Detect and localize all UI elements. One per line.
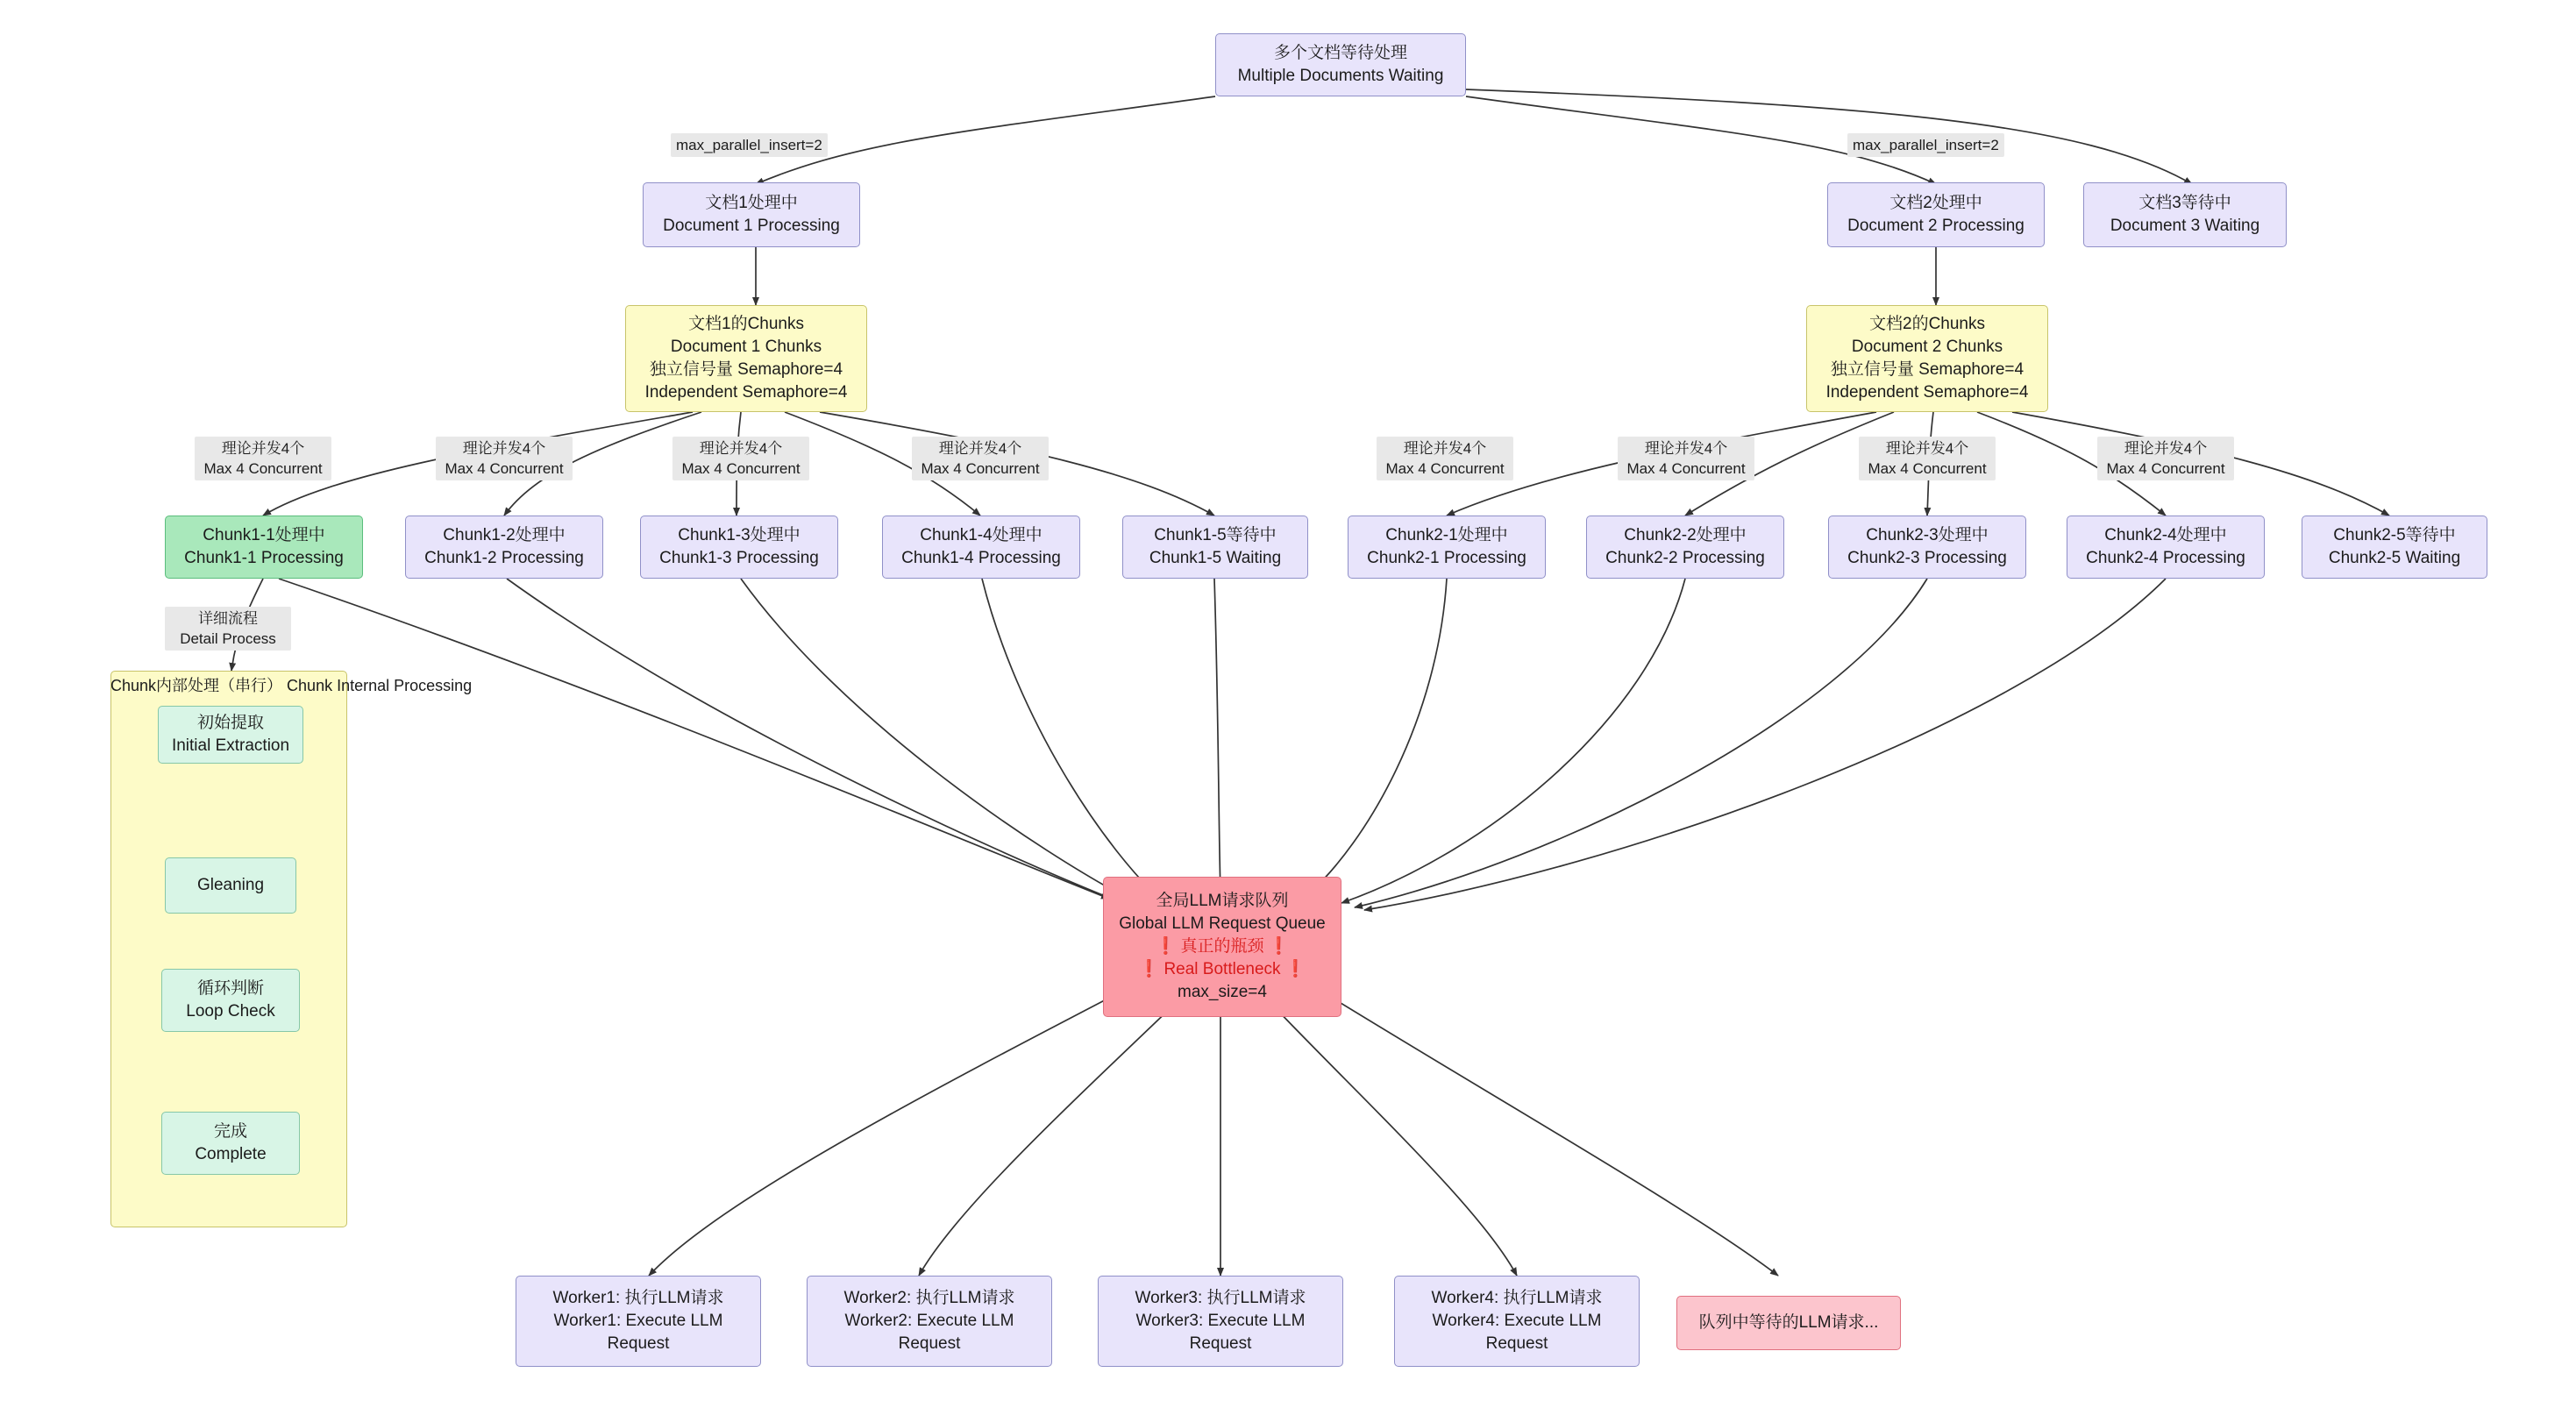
node-chunk2-3-line2: Chunk2-3 Processing [1847, 549, 2007, 567]
subgraph-title-line1: Chunk内部处理（串行） [110, 677, 283, 694]
edge-label-max4-1-line2: Max 4 Concurrent [203, 460, 323, 477]
node-document-3-line2: Document 3 Waiting [2110, 217, 2260, 235]
node-chunk2-5-line1: Chunk2-5等待中 [2333, 526, 2456, 544]
node-worker4-line3: Request [1485, 1334, 1548, 1353]
node-worker1-line1: Worker1: 执行LLM请求 [552, 1289, 724, 1307]
node-global-llm-request-queue [1103, 877, 1341, 1017]
node-worker2-line1: Worker2: 执行LLM请求 [843, 1289, 1015, 1307]
edge-label-max4-3-line2: Max 4 Concurrent [681, 460, 801, 477]
node-chunk1-3-line2: Chunk1-3 Processing [659, 549, 819, 567]
node-document-2-line2: Document 2 Processing [1847, 217, 2025, 235]
edge-label-max4-6-line1: 理论并发4个 [1644, 440, 1728, 457]
subgraph-title-line2: Chunk Internal Processing [287, 677, 473, 694]
node-chunk1-3 [640, 516, 838, 579]
node-document-2-chunks [1806, 305, 2048, 412]
node-worker2-line3: Request [898, 1334, 961, 1353]
node-document-1-chunks [625, 305, 867, 412]
node-document-1-chunks-line3: 独立信号量 Semaphore=4 [649, 360, 843, 379]
node-chunk2-1-line2: Chunk2-1 Processing [1367, 549, 1526, 567]
node-document-1-chunks-line1: 文档1的Chunks [688, 315, 804, 333]
node-worker1-line3: Request [607, 1334, 670, 1353]
node-multiple-documents-line1: 多个文档等待处理 [1273, 44, 1407, 62]
node-chunk2-4 [2067, 516, 2265, 579]
node-global-queue-line1: 全局LLM请求队列 [1156, 892, 1289, 910]
node-worker2 [807, 1276, 1052, 1367]
edge-label-max4-2-line2: Max 4 Concurrent [445, 460, 564, 477]
node-global-queue-line4: ❗ Real Bottleneck ❗ [1138, 960, 1306, 978]
edge-label-max-parallel-insert-left [671, 133, 828, 157]
edge-label-max-parallel-insert-right [1847, 133, 2004, 157]
edge-label-max4-8 [2097, 437, 2234, 480]
node-multiple-documents [1215, 33, 1466, 96]
node-chunk1-4 [882, 516, 1080, 579]
edge-label-max4-4-line2: Max 4 Concurrent [921, 460, 1040, 477]
node-chunk1-2 [405, 516, 603, 579]
node-worker3-line2: Worker3: Execute LLM [1135, 1312, 1306, 1330]
node-loop-check-line1: 循环判断 [196, 979, 264, 998]
edge-label-max-parallel-insert-left-text: max_parallel_insert=2 [676, 137, 822, 153]
node-document-2-chunks-line3: 独立信号量 Semaphore=4 [1830, 360, 2025, 379]
node-chunk1-1-line1: Chunk1-1处理中 [203, 526, 325, 544]
node-document-1-line2: Document 1 Processing [663, 217, 840, 235]
node-worker4 [1394, 1276, 1640, 1367]
edge-label-max4-1 [195, 437, 331, 480]
edge-label-max4-1-line1: 理论并发4个 [221, 440, 305, 457]
edge-label-detail-process-line2: Detail Process [180, 630, 276, 647]
node-chunk2-5 [2302, 516, 2487, 579]
node-chunk1-4-line2: Chunk1-4 Processing [901, 549, 1061, 567]
edge-label-max4-7-line1: 理论并发4个 [1885, 440, 1969, 457]
node-worker4-line1: Worker4: 执行LLM请求 [1431, 1289, 1603, 1307]
edge-label-max4-8-line2: Max 4 Concurrent [2106, 460, 2225, 477]
edge-label-max4-5 [1377, 437, 1513, 480]
node-chunk1-5 [1122, 516, 1308, 579]
node-chunk2-2 [1586, 516, 1784, 579]
node-loop-check [161, 969, 300, 1032]
edge-label-max4-2-line1: 理论并发4个 [462, 440, 546, 457]
node-worker1 [516, 1276, 761, 1367]
node-worker3-line3: Request [1189, 1334, 1252, 1353]
node-chunk2-1 [1348, 516, 1546, 579]
node-chunk1-2-line1: Chunk1-2处理中 [443, 526, 566, 544]
node-chunk1-4-line1: Chunk1-4处理中 [920, 526, 1042, 544]
node-multiple-documents-line2: Multiple Documents Waiting [1237, 67, 1444, 85]
node-document-2-chunks-line2: Document 2 Chunks [1851, 338, 2003, 356]
node-chunk2-3-line1: Chunk2-3处理中 [1866, 526, 1989, 544]
node-document-2-line1: 文档2处理中 [1889, 194, 1982, 212]
node-loop-check-line2: Loop Check [186, 1002, 275, 1021]
node-complete-line2: Complete [195, 1145, 267, 1163]
node-chunk2-4-line1: Chunk2-4处理中 [2104, 526, 2227, 544]
node-chunk1-5-line2: Chunk1-5 Waiting [1149, 549, 1282, 567]
node-document-2-chunks-line1: 文档2的Chunks [1869, 315, 1985, 333]
node-global-queue-line2: Global LLM Request Queue [1119, 914, 1326, 933]
node-worker1-line2: Worker1: Execute LLM [553, 1312, 723, 1330]
node-gleaning [165, 857, 296, 914]
node-queued-llm-requests [1676, 1296, 1901, 1350]
node-document-1 [643, 182, 860, 247]
node-initial-extraction-line1: 初始提取 [196, 714, 264, 732]
edge-label-max-parallel-insert-right-text: max_parallel_insert=2 [1853, 137, 1999, 153]
node-chunk2-3 [1828, 516, 2026, 579]
edge-label-max4-4 [912, 437, 1049, 480]
node-worker2-line2: Worker2: Execute LLM [844, 1312, 1014, 1330]
node-chunk2-4-line2: Chunk2-4 Processing [2086, 549, 2245, 567]
node-document-1-line1: 文档1处理中 [705, 194, 798, 212]
node-document-2-chunks-line4: Independent Semaphore=4 [1825, 383, 2029, 402]
edge-label-detail-process-line1: 详细流程 [198, 610, 258, 627]
node-worker4-line2: Worker4: Execute LLM [1432, 1312, 1602, 1330]
node-global-queue-line5: max_size=4 [1178, 983, 1267, 1001]
node-document-1-chunks-line2: Document 1 Chunks [670, 338, 822, 356]
node-chunk1-1-line2: Chunk1-1 Processing [184, 549, 344, 567]
edge-label-max4-3 [672, 437, 809, 480]
node-worker3 [1098, 1276, 1343, 1367]
edge-label-max4-4-line1: 理论并发4个 [938, 440, 1022, 457]
edge-label-max4-7 [1859, 437, 1996, 480]
node-worker3-line1: Worker3: 执行LLM请求 [1135, 1289, 1306, 1307]
edge-label-max4-3-line1: 理论并发4个 [699, 440, 783, 457]
edge-label-max4-5-line2: Max 4 Concurrent [1385, 460, 1505, 477]
node-chunk2-2-line1: Chunk2-2处理中 [1624, 526, 1747, 544]
node-chunk1-5-line1: Chunk1-5等待中 [1154, 526, 1277, 544]
edge-label-max4-5-line1: 理论并发4个 [1403, 440, 1487, 457]
node-gleaning-line1: Gleaning [196, 876, 265, 894]
edge-label-max4-6 [1618, 437, 1754, 480]
node-document-3 [2083, 182, 2287, 247]
node-complete [161, 1112, 300, 1175]
edge-label-detail-process [165, 607, 291, 651]
subgraph-chunk-internal-processing-title [110, 675, 473, 696]
node-document-2 [1827, 182, 2045, 247]
node-document-3-line1: 文档3等待中 [2138, 194, 2231, 212]
node-chunk1-3-line1: Chunk1-3处理中 [678, 526, 801, 544]
node-initial-extraction [158, 706, 303, 764]
edge-label-max4-8-line1: 理论并发4个 [2124, 440, 2208, 457]
node-chunk1-2-line2: Chunk1-2 Processing [424, 549, 584, 567]
node-complete-line1: 完成 [213, 1122, 247, 1141]
node-chunk2-1-line1: Chunk2-1处理中 [1385, 526, 1508, 544]
node-chunk2-2-line2: Chunk2-2 Processing [1605, 549, 1765, 567]
edge-label-max4-2 [436, 437, 573, 480]
node-chunk1-1 [165, 516, 363, 579]
node-initial-extraction-line2: Initial Extraction [171, 736, 290, 755]
edge-label-max4-6-line2: Max 4 Concurrent [1626, 460, 1746, 477]
node-chunk2-5-line2: Chunk2-5 Waiting [2328, 549, 2461, 567]
node-document-1-chunks-line4: Independent Semaphore=4 [644, 383, 848, 402]
node-queued-llm-requests-line1: 队列中等待的LLM请求... [1698, 1313, 1879, 1332]
edge-label-max4-7-line2: Max 4 Concurrent [1868, 460, 1987, 477]
node-global-queue-line3: ❗ 真正的瓶颈 ❗ [1155, 937, 1290, 956]
